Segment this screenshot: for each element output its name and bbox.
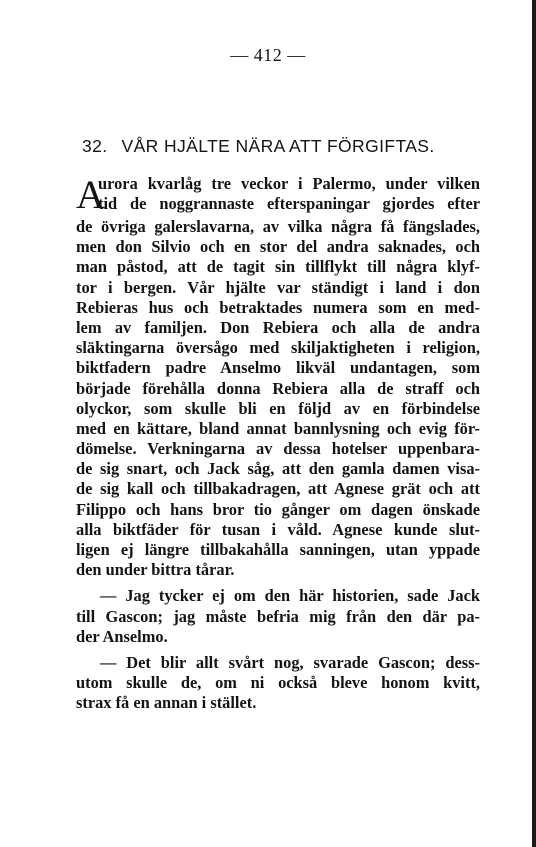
text-line: men don Silvio och en stor del andra saknades, och [76,237,480,257]
page-edge [532,0,536,847]
chapter-title: VÅR HJÄLTE NÄRA ATT FÖRGIFTAS. [121,136,435,156]
text-line: lem av familjen. Don Rebiera och alla de andra [76,317,480,337]
text-line: olyckor, som skulle bli en följd av en förbindelse [76,398,480,418]
text-line: tid de noggrannaste efterspaningar gjordes efter [98,194,480,214]
text-line: Filippo och hans bror tio gånger om dagen önskade [76,499,480,519]
text-line: Rebieras hus och betraktades numera som en med- [76,297,480,317]
text-line: den under bittra tårar. [76,560,235,580]
body-text [76,174,480,714]
text-line: dömelse. Verkningarna av dessa hotelser uppenbara- [76,439,480,459]
text-line: började förehålla donna Rebiera alla de straff och [76,378,480,398]
text-line: strax få en annan i stället. [76,693,257,713]
paragraph [76,174,480,580]
text-line: — Det blir allt svårt nog, svarade Gascon; dess- [100,652,480,672]
page-number: — 412 — [230,45,306,65]
text-line: med en kättare, bland annat bannlysning och evig för- [76,418,480,438]
text-line: de sig kall och tillbakadragen, att Agnese grät och att [76,479,480,499]
chapter-number: 32. [82,136,108,156]
text-line: urora kvarlåg tre veckor i Palermo, under vilken [98,174,480,193]
chapter-heading [82,136,502,157]
paragraph [76,653,480,714]
text-line: tor i bergen. Vår hjälte var ständigt i land i don [76,277,480,297]
text-line: der Anselmo. [76,626,168,646]
text-line: de sig snart, och Jack såg, att den gamla damen visa- [76,459,480,479]
text-line: ligen ej längre tillbakahålla sanningen, utan yppade [76,540,480,559]
text-line: biktfadern padre Anselmo likväl undantagen, som [76,358,480,378]
text-line: till Gascon; jag måste befria mig från den där pa- [76,606,480,626]
text-line: de övriga galerslavarna, av vilka några få fängslades, [76,217,480,236]
text-line: man påstod, att de tagit sin tillflykt till några klyf- [76,257,480,277]
text-line: släktingarna översågo med skiljaktigheten i religion, [76,338,480,358]
text-line: — Jag tycker ej om den här historien, sade Jack [100,586,480,606]
text-line: alla biktfäder för tusan i våld. Agnese kunde slut- [76,519,480,539]
drop-cap: A [76,174,105,217]
paragraph [76,586,480,647]
text-line: utom skulle de, om ni också bleve honom kvitt, [76,673,480,693]
drop-cap-block [76,174,480,217]
